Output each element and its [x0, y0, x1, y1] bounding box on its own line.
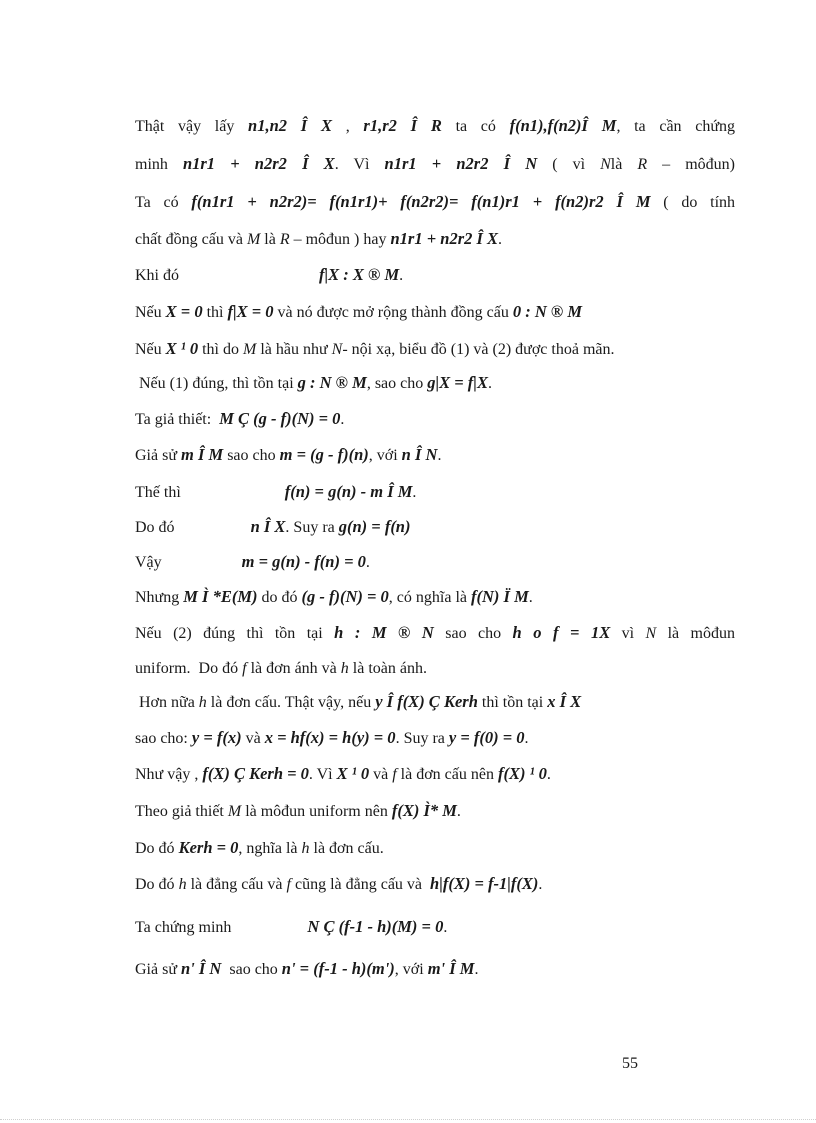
math-expression: )= f(n — [301, 192, 350, 211]
math-expression: g(n) = f(n) — [338, 517, 411, 536]
text-segment: N — [331, 341, 343, 358]
text-segment: Nếu (2) đúng thì tồn tại — [135, 625, 335, 642]
math-expression: 1 — [408, 154, 417, 173]
text-segment: Ta chứng minh — [135, 919, 308, 936]
math-expression: X ¹ 0 — [165, 339, 199, 358]
text-segment: R — [637, 156, 648, 173]
math-expression: y = f(0) = 0 — [448, 728, 525, 747]
math-expression: 2 — [388, 116, 397, 135]
math-expression: 2 — [278, 154, 287, 173]
text-segment: f — [286, 876, 291, 893]
text-line — [135, 443, 735, 468]
text-segment: Như vậy , — [135, 766, 203, 783]
math-expression: ,n — [265, 116, 279, 135]
math-expression: )= f(n — [443, 192, 492, 211]
text-line — [135, 957, 735, 982]
text-segment: . — [456, 803, 461, 820]
math-expression: 1 — [414, 229, 423, 248]
math-expression: 1 — [257, 116, 266, 135]
math-expression: ,r — [378, 116, 389, 135]
math-expression: X — [236, 302, 248, 321]
math-expression: f| — [227, 302, 237, 321]
text-segment: , ta cần chứng — [616, 118, 735, 135]
text-segment: Khi đó — [135, 267, 319, 284]
text-line — [135, 190, 735, 215]
text-line — [135, 690, 735, 715]
math-expression: Î N — [488, 154, 538, 173]
math-expression: y = f(x) — [191, 728, 242, 747]
math-expression: r — [357, 192, 365, 211]
page-bottom-rule — [0, 1119, 816, 1120]
text-segment: Giả sử — [135, 961, 181, 978]
math-expression: - h)(M) = 0 — [363, 917, 444, 936]
text-segment: , với — [394, 961, 428, 978]
math-expression: f(X) ¹ 0 — [497, 764, 547, 783]
math-expression: - h)(m') — [337, 959, 395, 978]
math-expression: 2 — [567, 116, 577, 135]
math-expression: + n — [234, 192, 279, 211]
math-expression: n — [384, 154, 394, 173]
text-segment: sao cho — [223, 447, 280, 464]
math-expression: : X ® M — [339, 265, 400, 284]
text-segment: là — [260, 231, 280, 248]
math-expression: | — [507, 874, 511, 893]
math-expression: 0 : N ® M — [512, 302, 583, 321]
text-segment: cũng là đẳng cấu và — [290, 876, 431, 893]
math-expression: 2 — [465, 154, 474, 173]
text-segment: . — [340, 411, 345, 428]
math-expression: n' = (f — [281, 959, 325, 978]
math-expression: y Î f(X) Ç Kerh — [375, 692, 478, 711]
math-expression: 2 — [595, 192, 604, 211]
text-line — [135, 762, 735, 787]
text-segment: là đẳng cấu và — [186, 876, 287, 893]
text-segment: uniform. Do đó — [135, 660, 243, 677]
math-expression: r — [219, 192, 227, 211]
text-segment: M — [246, 231, 261, 248]
text-segment: , có nghĩa là — [388, 589, 471, 606]
text-segment: và — [241, 730, 265, 747]
text-segment: N — [645, 625, 657, 642]
math-expression: )Î M — [576, 116, 617, 135]
text-line — [135, 371, 735, 396]
math-expression: f(X) — [510, 874, 539, 893]
math-expression: h| — [430, 874, 443, 893]
text-segment: , — [332, 118, 364, 135]
text-line — [135, 337, 735, 362]
math-expression: X — [476, 373, 488, 392]
text-segment: . — [487, 375, 492, 392]
text-segment: Do đó — [135, 840, 179, 857]
text-segment: thì — [202, 304, 228, 321]
text-segment: - nội xạ, biểu đồ (1) và (2) được thoả mãn. — [342, 341, 615, 358]
math-expression: X = 0 — [165, 302, 203, 321]
math-expression: 1 — [369, 116, 379, 135]
math-expression: f(N) Ï M — [471, 587, 529, 606]
math-expression: -1 — [493, 874, 508, 893]
math-expression: * — [429, 801, 439, 820]
math-expression: g| — [427, 373, 440, 392]
math-expression: M Ç (g - f)(N) = 0 — [219, 409, 341, 428]
math-expression: 2 — [263, 154, 273, 173]
math-expression: m' Î M — [427, 959, 475, 978]
text-segment: h — [340, 660, 349, 677]
text-segment: là đơn cấu nên — [396, 766, 498, 783]
text-line — [135, 407, 735, 432]
math-expression: 1 — [399, 229, 408, 248]
text-segment: Do đó — [135, 876, 179, 893]
math-expression: r — [272, 154, 279, 173]
text-segment: f — [392, 766, 397, 783]
text-segment: ( do tính — [650, 194, 736, 211]
text-segment: do đó — [257, 589, 302, 606]
text-segment: là — [610, 156, 638, 173]
math-expression: x Î X — [547, 692, 582, 711]
text-segment: là đơn ánh và — [246, 660, 341, 677]
math-expression: 1 — [192, 154, 201, 173]
text-segment: . Suy ra — [285, 519, 339, 536]
text-segment: thì do — [198, 341, 243, 358]
math-expression: f(n) = g(n) - m Î M — [284, 482, 413, 501]
math-expression: = 0 — [247, 302, 274, 321]
text-segment: ( vì — [537, 156, 601, 173]
text-segment: vì — [610, 625, 646, 642]
text-segment: N — [600, 156, 611, 173]
text-segment: . Vì — [334, 156, 385, 173]
text-segment: . Suy ra — [395, 730, 449, 747]
math-expression: M — [438, 801, 457, 820]
text-line — [135, 621, 735, 646]
text-segment: Nếu — [135, 304, 166, 321]
math-expression: r — [457, 229, 465, 248]
math-expression: -1 — [324, 959, 338, 978]
text-segment: là môđun — [656, 625, 735, 642]
math-expression: 2 — [278, 116, 287, 135]
text-segment: Nhưng — [135, 589, 184, 606]
text-line — [135, 227, 735, 252]
text-segment: là đơn cấu. — [309, 840, 384, 857]
text-segment: Ta giả thiết: — [135, 411, 220, 428]
text-segment: là môđun uniform nên — [241, 803, 392, 820]
text-segment: , nghĩa là — [238, 840, 302, 857]
text-segment: . — [538, 876, 543, 893]
math-expression: 2 — [293, 192, 302, 211]
text-segment: R — [279, 231, 290, 248]
text-line — [135, 915, 735, 940]
text-line — [135, 657, 735, 681]
text-segment: sao cho — [221, 961, 282, 978]
text-segment: – môđun ) hay — [289, 231, 391, 248]
text-line — [135, 799, 735, 824]
text-segment: . — [399, 267, 404, 284]
page-number: 55 — [622, 1055, 638, 1072]
text-segment: là hầu như — [256, 341, 332, 358]
math-expression: X — [439, 373, 451, 392]
math-expression: r — [473, 154, 481, 173]
math-expression: -1 — [349, 917, 364, 936]
math-expression: X ¹ 0 — [336, 764, 370, 783]
math-expression: n' Î N — [181, 959, 222, 978]
text-line — [135, 263, 735, 288]
math-expression: n — [182, 154, 193, 173]
text-segment: . — [437, 447, 442, 464]
math-expression: 2 — [435, 192, 444, 211]
text-segment: . — [524, 730, 529, 747]
text-segment: h — [301, 840, 310, 857]
math-expression: r — [200, 154, 207, 173]
text-segment: Thật vậy lấy — [135, 118, 248, 135]
text-segment: Giả sử — [135, 447, 181, 464]
math-expression: + n — [215, 154, 264, 173]
text-segment: , với — [368, 447, 402, 464]
math-expression: )r — [499, 192, 512, 211]
text-segment: thì tồn tại — [477, 694, 548, 711]
math-expression: X — [328, 265, 340, 284]
text-line — [135, 836, 735, 861]
text-segment: Ta có — [135, 194, 192, 211]
text-segment: . — [498, 231, 503, 248]
text-segment: h — [198, 694, 207, 711]
math-expression: )r — [583, 192, 596, 211]
text-line — [135, 152, 735, 177]
math-expression: r — [401, 154, 409, 173]
math-expression: 2 — [575, 192, 584, 211]
text-segment: . — [365, 554, 370, 571]
text-segment: , sao cho — [366, 375, 428, 392]
text-segment: sao cho: — [135, 730, 192, 747]
text-segment: Nếu — [135, 341, 166, 358]
math-expression: n Î N — [401, 445, 438, 464]
math-expression: 1 — [226, 192, 235, 211]
text-segment: Theo giả thiết — [135, 803, 228, 820]
math-expression: Î R — [396, 116, 442, 135]
text-segment: – môđun) — [647, 156, 735, 173]
math-expression: ),f(n — [538, 116, 568, 135]
math-expression: m = g(n) - f(n) = 0 — [241, 552, 366, 571]
math-expression: + n — [416, 154, 466, 173]
text-segment: . Vì — [308, 766, 337, 783]
math-expression: 1 — [206, 154, 216, 173]
text-segment: M — [243, 341, 257, 358]
text-segment: Thế thì — [135, 484, 285, 501]
math-expression: 2 — [480, 154, 489, 173]
math-expression: 2 — [464, 229, 473, 248]
math-expression: = f — [470, 874, 494, 893]
math-expression: = f| — [450, 373, 477, 392]
math-expression: Î M — [603, 192, 651, 211]
math-expression: + f(n — [519, 192, 576, 211]
text-segment: và nó được mở rộng thành đồng cấu — [273, 304, 513, 321]
math-expression: 2 — [420, 192, 429, 211]
math-expression: 1 — [529, 116, 538, 135]
text-segment: chất đồng cấu và — [135, 231, 247, 248]
text-segment: M — [227, 803, 242, 820]
math-expression: n — [390, 229, 400, 248]
text-line — [135, 585, 735, 610]
math-expression: Î X — [286, 154, 335, 173]
text-segment: minh — [135, 156, 183, 173]
text-segment: sao cho — [433, 625, 513, 642]
math-expression: 2 — [449, 229, 458, 248]
text-segment: Vậy — [135, 554, 242, 571]
text-segment: Nếu (1) đúng, thì tồn tại — [135, 375, 298, 392]
text-segment: . — [412, 484, 417, 501]
text-segment: ta có — [441, 118, 510, 135]
math-expression: Î X — [287, 116, 333, 135]
math-expression: x = hf(x) = h(y) = 0 — [264, 728, 396, 747]
math-expression: f| — [319, 265, 329, 284]
math-expression: h : M ® N — [334, 623, 434, 642]
math-expression: X — [599, 623, 611, 642]
text-segment: và — [369, 766, 393, 783]
text-line — [135, 726, 735, 751]
math-expression: f(X) Ç Kerh = 0 — [202, 764, 309, 783]
math-expression: N Ç (f — [307, 917, 350, 936]
math-expression: f(n — [191, 192, 212, 211]
math-expression: M Ì *E(M) — [183, 587, 258, 606]
text-segment: . — [474, 961, 479, 978]
math-expression: 1 — [364, 192, 373, 211]
math-expression: 1 — [211, 192, 220, 211]
text-line — [135, 114, 735, 139]
text-segment: Hơn nữa — [135, 694, 199, 711]
text-segment: . — [443, 919, 448, 936]
math-expression: + n — [422, 229, 450, 248]
math-expression: m = (g - f)(n) — [279, 445, 369, 464]
math-expression: r — [363, 116, 370, 135]
math-expression: 1 — [511, 192, 520, 211]
math-expression: n Î X — [250, 517, 286, 536]
text-segment: là toàn ánh. — [348, 660, 427, 677]
math-expression: )+ f(n — [372, 192, 421, 211]
math-expression: m Î M — [181, 445, 224, 464]
math-expression: g : N ® M — [297, 373, 367, 392]
math-expression: f(n — [509, 116, 530, 135]
math-expression: f(X) Ì — [391, 801, 430, 820]
math-expression: r — [428, 192, 436, 211]
math-expression: Kerh = 0 — [178, 838, 239, 857]
text-line — [135, 480, 735, 505]
math-expression: r — [407, 229, 415, 248]
math-expression: 1 — [393, 154, 402, 173]
text-line — [135, 550, 735, 575]
math-expression: 1 — [349, 192, 358, 211]
text-line — [135, 872, 735, 897]
text-line — [135, 515, 735, 540]
math-expression: n — [248, 116, 258, 135]
math-expression: (g - f)(N) = 0 — [301, 587, 389, 606]
math-expression: h o f = 1 — [512, 623, 600, 642]
math-expression: 2 — [278, 192, 288, 211]
text-line — [135, 300, 735, 325]
math-expression: r — [287, 192, 294, 211]
text-segment: Do đó — [135, 519, 251, 536]
text-segment: f — [242, 660, 247, 677]
text-segment: . — [528, 589, 533, 606]
text-segment: . — [546, 766, 551, 783]
math-expression: f(X) — [442, 874, 471, 893]
text-segment: là đơn cấu. Thật vậy, nếu — [206, 694, 376, 711]
math-expression: 1 — [491, 192, 500, 211]
text-segment: h — [178, 876, 187, 893]
math-expression: Î X — [472, 229, 499, 248]
